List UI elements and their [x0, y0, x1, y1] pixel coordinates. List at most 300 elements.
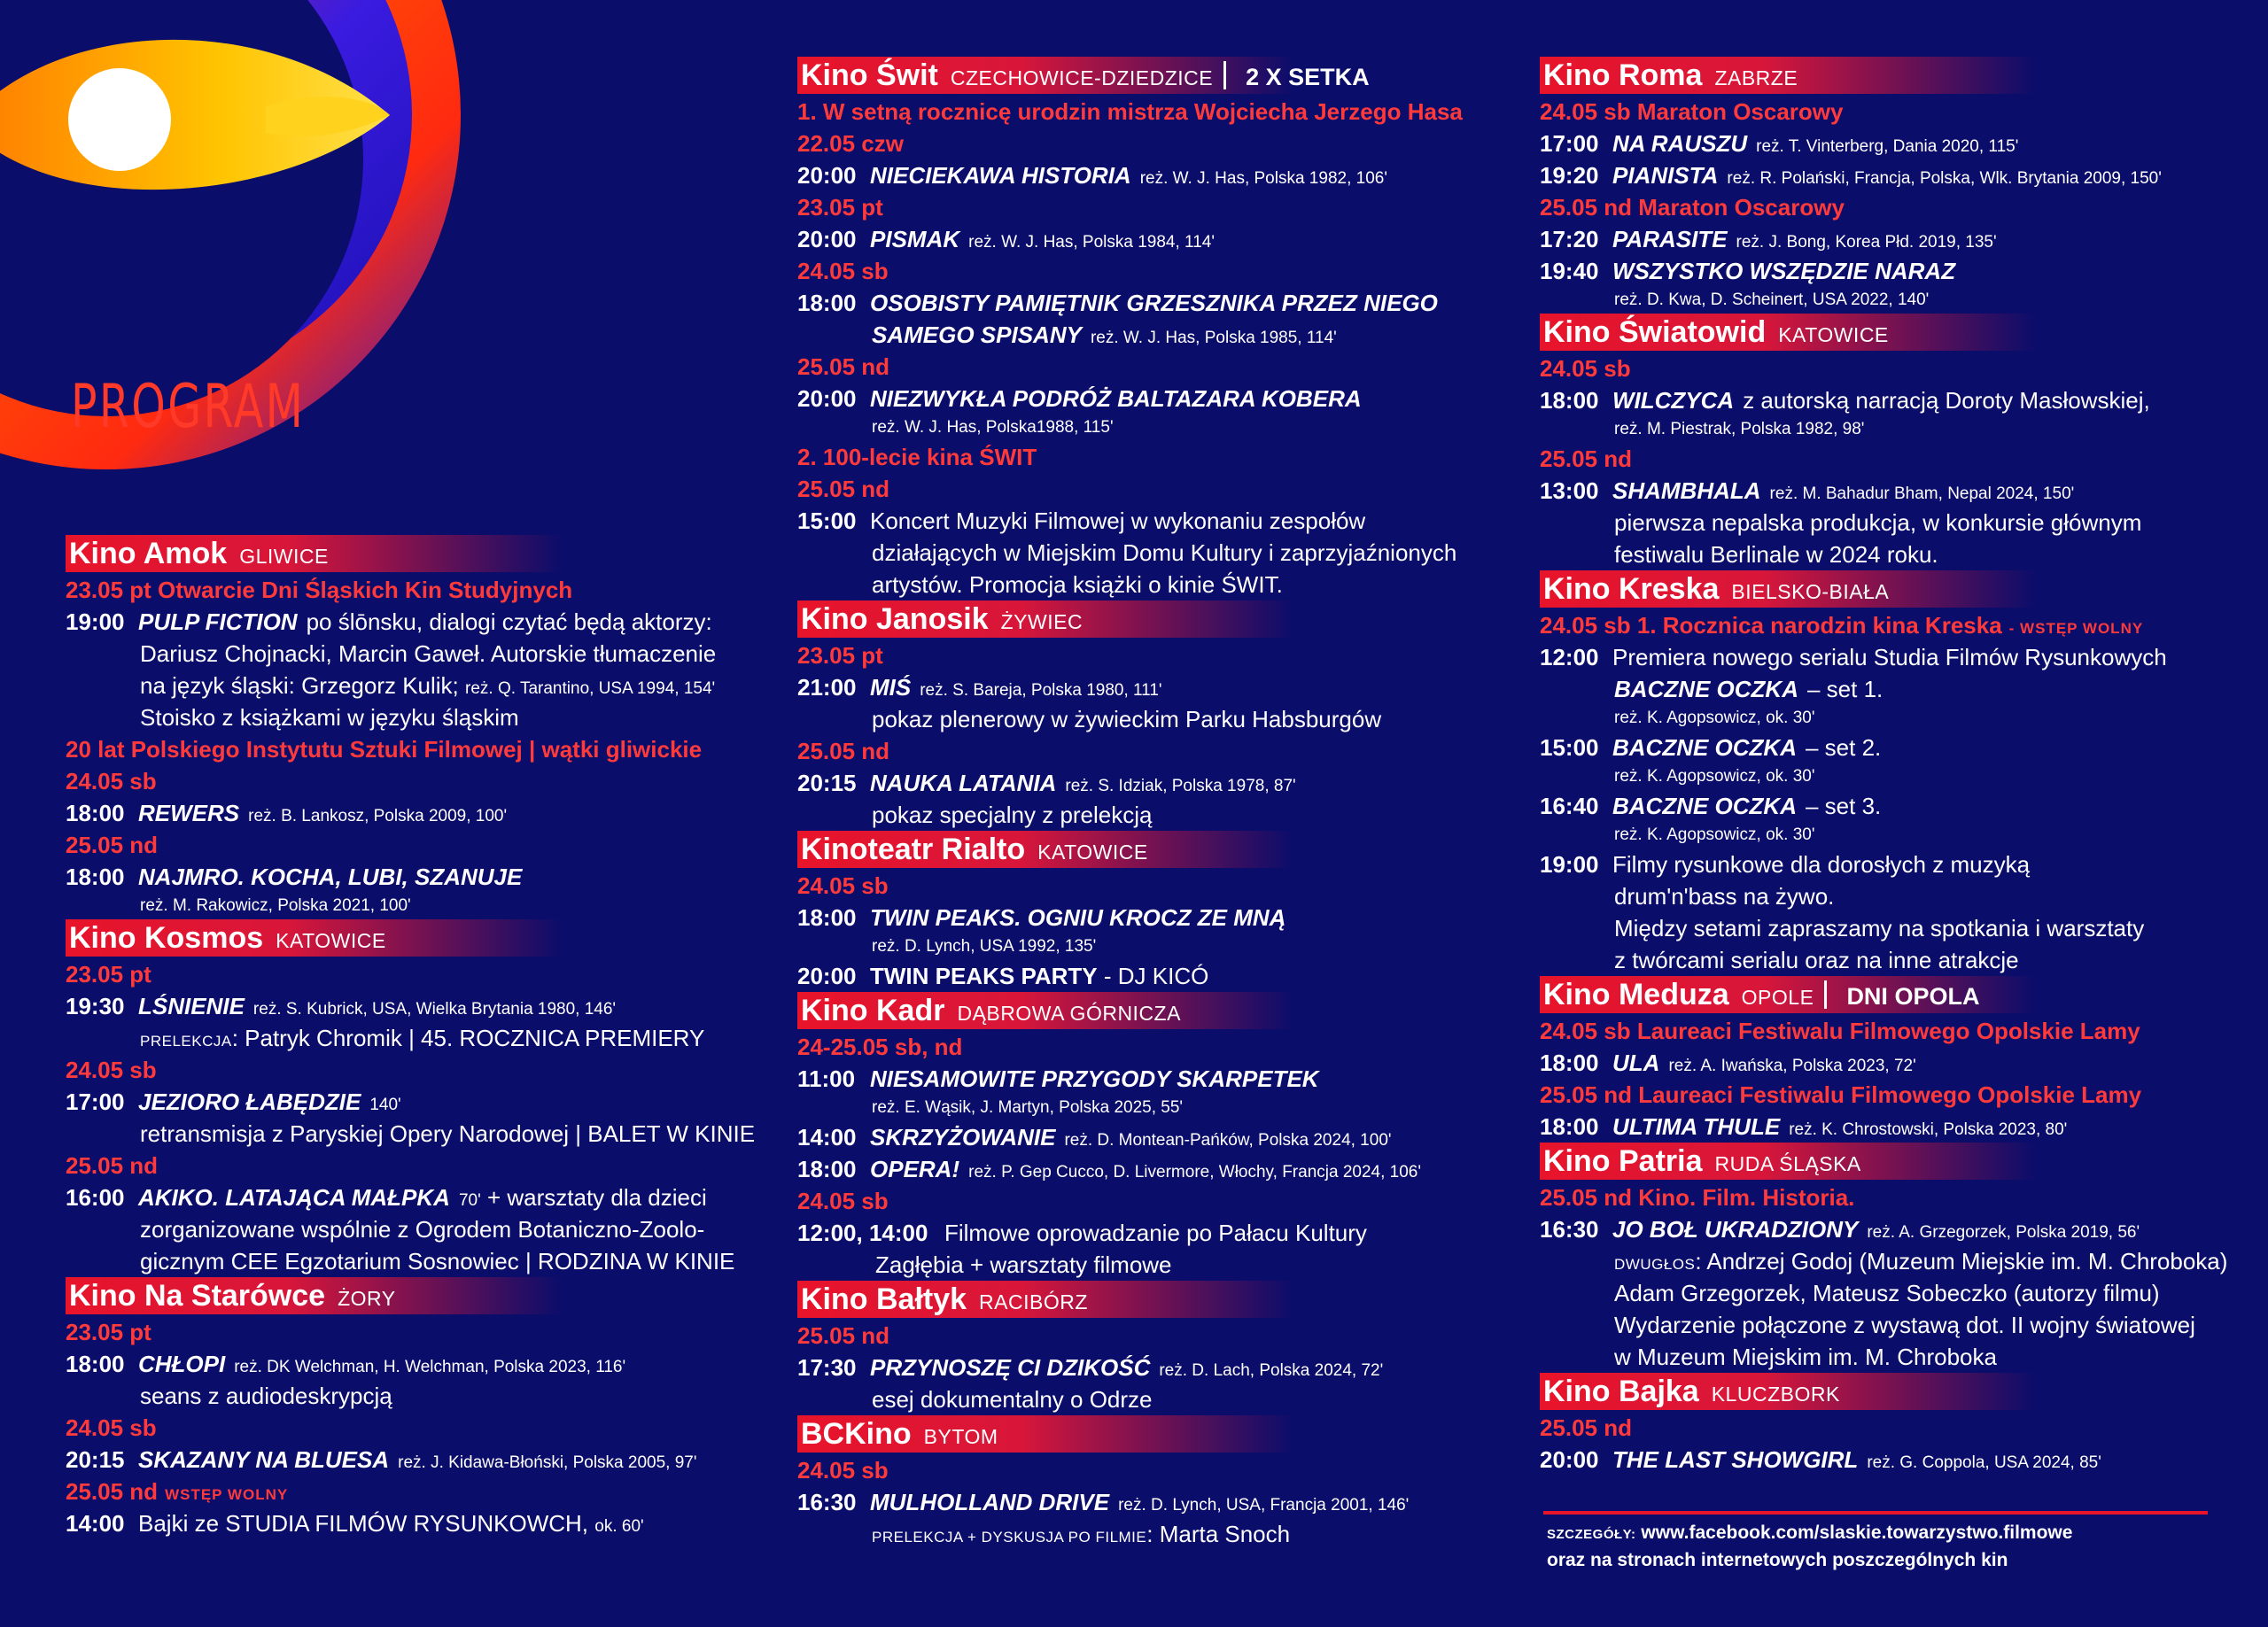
- event-heading: 23.05 pt Otwarcie Dni Śląskich Kin Studyjnych: [66, 577, 573, 603]
- screening: [1540, 1047, 2240, 1079]
- cinema-janosik: [797, 600, 1506, 831]
- credits: reż. J. Kidawa-Błoński, Polska 2005, 97': [398, 1453, 697, 1472]
- time: 13:00: [1540, 477, 1599, 504]
- screening: [797, 902, 1506, 934]
- date: 24-25.05 sb, nd: [797, 1034, 963, 1060]
- cinema-city: ŻORY: [338, 1287, 396, 1310]
- time: 16:00: [66, 1184, 125, 1211]
- time: 20:00: [797, 385, 857, 412]
- column-middle: [797, 57, 1506, 1550]
- cinema-swiatowid: [1540, 314, 2240, 570]
- credits: reż. D. Montean-Pańków, Polska 2024, 100': [1064, 1131, 1392, 1150]
- cinema-city: OPOLE: [1741, 986, 1814, 1009]
- cinema-header: [797, 831, 1293, 868]
- column-right: [1540, 57, 2240, 1476]
- date: 24.05 sb: [1540, 355, 1631, 382]
- cinema-kosmos: [66, 919, 757, 1277]
- cinema-header: [66, 1277, 562, 1314]
- free-entry-tag: - WSTĘP WOLNY: [2008, 620, 2144, 637]
- cinema-extra: 2 X SETKA: [1246, 64, 1370, 90]
- time: 16:30: [797, 1489, 857, 1515]
- event-heading: 25.05 nd Laureaci Festiwalu Filmowego Opolskie Lamy: [1540, 1081, 2142, 1108]
- note: festiwalu Berlinale w 2024 roku.: [1614, 541, 1938, 568]
- date: 23.05 pt: [797, 194, 883, 221]
- date: 24.05 sb: [66, 768, 157, 794]
- screening: [797, 767, 1506, 799]
- film-title: WILCZYCA: [1612, 387, 1735, 414]
- event-heading: 1. W setną rocznicę urodzin mistrza Wojciecha Jerzego Hasa: [797, 98, 1463, 125]
- note: pierwsza nepalska produkcja, w konkursie głównym: [1614, 509, 2142, 536]
- time: 19:40: [1540, 258, 1599, 284]
- cinema-bajka: [1540, 1373, 2240, 1476]
- cinema-header: [797, 57, 1370, 94]
- cinema-name: Kino Na Starówce: [69, 1279, 326, 1313]
- cinema-name: Kino Kreska: [1543, 572, 1720, 606]
- cinema-city: CZECHOWICE-DZIEDZICE: [950, 66, 1214, 89]
- screening: [66, 990, 757, 1022]
- screening: [1540, 848, 2240, 880]
- note: z twórcami serialu oraz na inne atrakcje: [1614, 947, 2019, 973]
- event-heading-text: 24.05 sb 1. Rocznica narodzin kina Kreska: [1540, 612, 2002, 639]
- footer-line-1: [1547, 1520, 2238, 1547]
- cinema-header: [66, 535, 562, 572]
- note-text: – set 1.: [1807, 676, 1884, 702]
- screening: [797, 671, 1506, 703]
- screening-cont: [797, 319, 1506, 351]
- date: 23.05 pt: [797, 642, 883, 669]
- note: [797, 1518, 1506, 1550]
- time: 18:00: [66, 1351, 125, 1377]
- program-title: PROGRAM: [71, 372, 306, 442]
- cinema-header: [797, 992, 1293, 1029]
- time: 18:00: [1540, 1113, 1599, 1140]
- credits: reż. W. J. Has, Polska 1982, 106': [1139, 169, 1387, 188]
- cinema-header: [1540, 1373, 2036, 1410]
- cinema-name: Kino Bajka: [1543, 1375, 1699, 1408]
- cinema-bckino: [797, 1415, 1506, 1550]
- cinema-name: Kinoteatr Rialto: [801, 833, 1026, 866]
- event-heading: [1540, 609, 2240, 641]
- time: 11:00: [797, 1065, 856, 1092]
- credits: reż. R. Polański, Francja, Polska, Wlk. Brytania 2009, 150': [1727, 169, 2162, 188]
- note: seans z audiodeskrypcją: [140, 1383, 392, 1409]
- cinema-city: ZABRZE: [1714, 66, 1798, 89]
- date: 23.05 pt: [66, 961, 151, 988]
- film-title: JEZIORO ŁABĘDZIE: [138, 1089, 361, 1115]
- date: [66, 1476, 757, 1507]
- screening: [797, 1063, 1506, 1095]
- note-label: PRELEKCJA: [140, 1033, 232, 1050]
- cinema-amok: [66, 535, 757, 919]
- screening: [1540, 255, 2240, 287]
- credits: reż. S. Idziak, Polska 1978, 87': [1065, 777, 1296, 795]
- date: 25.05 nd: [1540, 445, 1633, 472]
- date: 25.05 nd: [66, 1152, 159, 1179]
- screening: [66, 1507, 757, 1539]
- film-title: NA RAUSZU: [1612, 130, 1748, 157]
- screening: [66, 1444, 757, 1476]
- cinema-city: ŻYWIEC: [1000, 610, 1084, 633]
- time: 18:00: [797, 290, 857, 316]
- time: 17:00: [1540, 130, 1599, 157]
- credits: reż. D. Lynch, USA, Francja 2001, 146': [1118, 1496, 1410, 1515]
- film-title: REWERS: [138, 800, 240, 826]
- time: 17:00: [66, 1089, 125, 1115]
- film-title: SAMEGO SPISANY: [872, 322, 1082, 348]
- credits: reż. J. Bong, Korea Płd. 2019, 135': [1736, 233, 1997, 252]
- credits: reż. A. Iwańska, Polska 2023, 72': [1668, 1057, 1916, 1075]
- time: 19:00: [1540, 851, 1599, 878]
- cinema-city: KATOWICE: [1778, 323, 1889, 346]
- screening: [797, 1352, 1506, 1383]
- date: 24.05 sb: [66, 1414, 157, 1441]
- screening: [66, 1348, 757, 1380]
- film-title: NAUKA LATANIA: [870, 770, 1057, 796]
- cinema-name: Kino Kosmos: [69, 921, 264, 955]
- screening: [66, 606, 757, 638]
- cinema-name: Kino Kadr: [801, 994, 945, 1027]
- cinema-rialto: [797, 831, 1506, 992]
- cinema-city: GLIWICE: [239, 545, 329, 568]
- screening: [1540, 790, 2240, 822]
- cinema-extra: DNI OPOLA: [1846, 983, 1980, 1010]
- credits: reż. P. Gep Cucco, D. Livermore, Włochy, Francja 2024, 106': [968, 1163, 1421, 1182]
- credits: reż. W. J. Has, Polska 1984, 114': [968, 233, 1215, 252]
- screening: [1540, 128, 2240, 159]
- credits: reż. E. Wąsik, J. Martyn, Polska 2025, 55': [872, 1098, 1184, 1117]
- note: Adam Grzegorzek, Mateusz Sobeczko (autorzy filmu): [1614, 1280, 2160, 1306]
- screening: [797, 383, 1506, 414]
- logo-pupil: [68, 68, 171, 171]
- time: 20:15: [66, 1446, 125, 1473]
- screening: [797, 1153, 1506, 1185]
- screening: [1540, 1213, 2240, 1245]
- credits: reż. B. Lankosz, Polska 2009, 100': [248, 807, 508, 825]
- event-heading: 20 lat Polskiego Instytutu Sztuki Filmowej | wątki gliwickie: [66, 736, 703, 763]
- credits: reż. T. Vinterberg, Dania 2020, 115': [1756, 137, 2019, 156]
- note: retransmisja z Paryskiej Opery Narodowej | BALET W KINIE: [140, 1120, 756, 1147]
- note-text: Bajki ze STUDIA FILMÓW RYSUNKOWCH,: [138, 1510, 589, 1537]
- note-text: Filmowe oprowadzanie po Pałacu Kultury: [944, 1220, 1367, 1246]
- credits: 140': [369, 1096, 401, 1114]
- date: 25.05 nd: [797, 738, 890, 764]
- credits: reż. W. J. Has, Polska1988, 115': [872, 418, 1114, 437]
- cinema-name: Kino Roma: [1543, 58, 1703, 92]
- footer-line-2: oraz na stronach internetowych poszczególnych kin: [1547, 1550, 2008, 1570]
- screening-cont: [1540, 673, 2240, 705]
- screening: [1540, 1444, 2240, 1476]
- time: 20:00: [1540, 1446, 1599, 1473]
- cinema-name: Kino Świt: [801, 58, 938, 92]
- film-title: BACZNE OCZKA: [1614, 676, 1798, 702]
- film-title: THE LAST SHOWGIRL: [1612, 1446, 1859, 1473]
- footer: [1547, 1520, 2238, 1573]
- event-title: TWIN PEAKS PARTY: [870, 963, 1098, 989]
- film-title: TWIN PEAKS. OGNIU KROCZ ZE MNĄ: [870, 904, 1286, 931]
- time: 12:00: [1540, 644, 1599, 670]
- date: 24.05 sb: [797, 872, 889, 899]
- date: 25.05 nd: [66, 832, 159, 858]
- film-title: NIECIEKAWA HISTORIA: [870, 162, 1131, 189]
- time: 20:00: [797, 963, 857, 989]
- note-text: z autorską narracją Doroty Masłowskiej,: [1743, 387, 2150, 414]
- note-text: – set 3.: [1806, 793, 1882, 819]
- film-title: NIEZWYKŁA PODRÓŻ BALTAZARA KOBERA: [870, 385, 1362, 412]
- note-text: na język śląski: Grzegorz Kulik;: [140, 672, 459, 699]
- screening: [797, 287, 1506, 319]
- note: artystów. Promocja książki o kinie ŚWIT.: [872, 571, 1283, 598]
- cinema-city: RACIBÓRZ: [979, 1290, 1088, 1313]
- film-title: PRZYNOSZĘ CI DZIKOŚĆ: [870, 1354, 1151, 1381]
- film-title: NAJMRO. KOCHA, LUBI, SZANUJE: [138, 864, 523, 890]
- time: 19:30: [66, 993, 125, 1019]
- cinema-patria: [1540, 1143, 2240, 1373]
- cinema-city: KATOWICE: [1037, 841, 1148, 864]
- screening: [797, 1217, 1506, 1249]
- cinema-meduza: [1540, 976, 2240, 1143]
- film-title: JO BOŁ UKRADZIONY: [1612, 1216, 1859, 1243]
- screening: [797, 159, 1506, 191]
- film-title: PARASITE: [1612, 226, 1728, 252]
- cinema-header: [66, 919, 562, 957]
- cinema-city: KLUCZBORK: [1711, 1383, 1840, 1406]
- time: 18:00: [797, 904, 857, 931]
- cinema-city: BYTOM: [923, 1425, 998, 1448]
- screening: [797, 960, 1506, 992]
- screening: [1540, 475, 2240, 507]
- note: [1540, 1245, 2240, 1277]
- screening: [1540, 732, 2240, 763]
- credits: 70': [458, 1191, 481, 1210]
- note-text: Filmy rysunkowe dla dorosłych z muzyką: [1612, 851, 2031, 878]
- cinema-header: [1540, 976, 2036, 1013]
- note: [66, 670, 757, 701]
- credits: reż. D. Kwa, D. Scheinert, USA 2022, 140': [1614, 291, 1930, 309]
- footer-label: SZCZEGÓŁY:: [1547, 1527, 1636, 1542]
- cinema-kadr: [797, 992, 1506, 1281]
- time: 18:00: [1540, 387, 1599, 414]
- free-entry-tag: WSTĘP WOLNY: [165, 1486, 289, 1503]
- footer-divider: [1543, 1511, 2208, 1515]
- film-title: BACZNE OCZKA: [1612, 734, 1797, 761]
- screening: [1540, 1111, 2240, 1143]
- time: 14:00: [797, 1124, 857, 1151]
- time: 20:15: [797, 770, 857, 796]
- note: Zagłębia + warsztaty filmowe: [875, 1251, 1172, 1278]
- film-title: SKRZYŻOWANIE: [870, 1124, 1056, 1151]
- cinema-swit: [797, 57, 1506, 600]
- credits: reż. W. J. Has, Polska 1985, 114': [1090, 329, 1337, 347]
- credits: reż. K. Agopsowicz, ok. 30': [1614, 825, 1815, 844]
- date: 25.05 nd: [797, 476, 890, 502]
- credits: reż. DK Welchman, H. Welchman, Polska 2023, 116': [234, 1358, 626, 1376]
- time: 15:00: [1540, 734, 1599, 761]
- film-title: MIŚ: [870, 674, 912, 701]
- time: 17:20: [1540, 226, 1599, 252]
- credits: reż. M. Piestrak, Polska 1982, 98': [1614, 420, 1865, 438]
- time: 12:00, 14:00: [797, 1220, 928, 1246]
- note: gicznym CEE Egzotarium Sosnowiec | RODZINA W KINIE: [140, 1248, 735, 1274]
- film-title: BACZNE OCZKA: [1612, 793, 1797, 819]
- time: 16:40: [1540, 793, 1599, 819]
- cinema-name: Kino Bałtyk: [801, 1282, 967, 1316]
- film-title: NIESAMOWITE PRZYGODY SKARPETEK: [870, 1065, 1319, 1092]
- time: 18:00: [1540, 1050, 1599, 1076]
- cinema-header: [797, 1281, 1293, 1318]
- credits: reż. K. Agopsowicz, ok. 30': [1614, 709, 1815, 727]
- cinema-city: KATOWICE: [276, 929, 386, 952]
- date: 24.05 sb: [797, 1457, 889, 1484]
- time: 18:00: [66, 864, 125, 890]
- film-title: WSZYSTKO WSZĘDZIE NARAZ: [1612, 258, 1956, 284]
- cinema-name: Kino Amok: [69, 537, 228, 570]
- credits: reż. D. Lach, Polska 2024, 72': [1159, 1361, 1384, 1380]
- film-title: ULTIMA THULE: [1612, 1113, 1781, 1140]
- note: Dariusz Chojnacki, Marcin Gaweł. Autorskie tłumaczenie: [140, 640, 717, 667]
- date: 22.05 czw: [797, 130, 904, 157]
- note-text: – set 2.: [1806, 734, 1882, 761]
- screening: [1540, 223, 2240, 255]
- screening: [1540, 641, 2240, 673]
- credits: reż. A. Grzegorzek, Polska 2019, 56': [1867, 1223, 2140, 1242]
- separator: [1824, 980, 1827, 1009]
- cinema-header: [1540, 1143, 2036, 1180]
- footer-link[interactable]: www.facebook.com/slaskie.towarzystwo.filmowe: [1641, 1522, 2073, 1543]
- date-text: 25.05 nd: [66, 1478, 159, 1505]
- note: zorganizowane wspólnie z Ogrodem Botaniczno-Zoolo-: [140, 1216, 705, 1243]
- credits: reż. M. Rakowicz, Polska 2021, 100': [140, 896, 411, 915]
- credits: reż. K. Chrostowski, Polska 2023, 80': [1789, 1120, 2068, 1139]
- credits: reż. S. Bareja, Polska 1980, 111': [920, 681, 1162, 700]
- note: pokaz specjalny z prelekcją: [872, 802, 1153, 828]
- date: 25.05 nd: [797, 1322, 890, 1349]
- note-text: : Patryk Chromik | 45. ROCZNICA PREMIERY: [231, 1025, 705, 1051]
- cinema-roma: [1540, 57, 2240, 314]
- credits: reż. D. Lynch, USA 1992, 135': [872, 937, 1097, 956]
- time: 17:30: [797, 1354, 857, 1381]
- film-title: CHŁOPI: [138, 1351, 226, 1377]
- note: w Muzeum Miejskim im. M. Chroboka: [1614, 1344, 1997, 1370]
- note: po ślōnsku, dialogi czytać będą aktorzy:: [306, 608, 712, 635]
- screening: [1540, 159, 2240, 191]
- credits: reż. K. Agopsowicz, ok. 30': [1614, 767, 1815, 786]
- time: 18:00: [66, 800, 125, 826]
- time: 15:00: [797, 507, 857, 534]
- film-title: PULP FICTION: [138, 608, 298, 635]
- credits: reż. S. Kubrick, USA, Wielka Brytania 1980, 146': [252, 1000, 617, 1019]
- credits: reż. Q. Tarantino, USA 1994, 154': [465, 679, 716, 698]
- note-label: DWUGŁOS: [1614, 1256, 1696, 1273]
- film-title: PIANISTA: [1612, 162, 1719, 189]
- time: 20:00: [797, 226, 857, 252]
- cinema-header: [1540, 570, 2036, 608]
- screening: [797, 1121, 1506, 1153]
- screening: [66, 1182, 757, 1213]
- column-left: [66, 535, 757, 1539]
- cinema-city: RUDA ŚLĄSKA: [1714, 1152, 1861, 1175]
- note: Stoisko z książkami w języku śląskim: [140, 704, 519, 731]
- cinema-name: Kino Patria: [1543, 1144, 1703, 1178]
- time: 19:20: [1540, 162, 1599, 189]
- screening: [66, 861, 757, 893]
- cinema-name: Kino Janosik: [801, 602, 989, 636]
- date: 24.05 sb: [66, 1057, 157, 1083]
- note: [66, 1022, 757, 1054]
- film-title: LŚNIENIE: [138, 993, 245, 1019]
- film-title: ULA: [1612, 1050, 1660, 1076]
- time: 19:00: [66, 608, 125, 635]
- credits: reż. G. Coppola, USA 2024, 85': [1867, 1453, 2101, 1472]
- note: działających w Miejskim Domu Kultury i zaprzyjaźnionych: [872, 539, 1457, 566]
- film-title: SKAZANY NA BLUESA: [138, 1446, 390, 1473]
- cinema-na-starowce: [66, 1277, 757, 1539]
- event-heading: 24.05 sb Maraton Oscarowy: [1540, 98, 1844, 125]
- cinema-city: BIELSKO-BIAŁA: [1731, 580, 1890, 603]
- cinema-kreska: [1540, 570, 2240, 976]
- cinema-header: [797, 600, 1293, 638]
- event-heading: 25.05 nd Maraton Oscarowy: [1540, 194, 1845, 221]
- note-text: : Andrzej Godoj (Muzeum Miejskie im. M. Chroboka): [1695, 1248, 2228, 1274]
- cinema-name: Kino Światowid: [1543, 315, 1767, 349]
- note-text: Koncert Muzyki Filmowej w wykonaniu zespołów: [870, 507, 1366, 534]
- note-text: + warsztaty dla dzieci: [486, 1184, 707, 1211]
- note-label: PRELEKCJA + DYSKUSJA PO FILMIE: [872, 1529, 1147, 1546]
- cinema-baltyk: [797, 1281, 1506, 1415]
- screening: [66, 1086, 757, 1118]
- note-text: - DJ KICÓ: [1103, 963, 1209, 989]
- time: 18:00: [797, 1156, 857, 1182]
- film-title: PISMAK: [870, 226, 960, 252]
- film-title: OSOBISTY PAMIĘTNIK GRZESZNIKA PRZEZ NIEGO: [870, 290, 1438, 316]
- event-heading: 25.05 nd Kino. Film. Historia.: [1540, 1184, 1855, 1211]
- separator: [1223, 61, 1226, 89]
- credits: ok. 60': [594, 1517, 644, 1536]
- film-title: OPERA!: [870, 1156, 960, 1182]
- note: Wydarzenie połączone z wystawą dot. II wojny światowej: [1614, 1312, 2195, 1338]
- note: drum'n'bass na żywo.: [1614, 883, 1835, 910]
- note: esej dokumentalny o Odrze: [872, 1386, 1153, 1413]
- date: 23.05 pt: [66, 1319, 151, 1345]
- date: 25.05 nd: [797, 353, 890, 380]
- note-text: Premiera nowego serialu Studia Filmów Rysunkowych: [1612, 644, 2167, 670]
- time: 16:30: [1540, 1216, 1599, 1243]
- note: Między setami zapraszamy na spotkania i warsztaty: [1614, 915, 2145, 941]
- cinema-name: Kino Meduza: [1543, 978, 1729, 1011]
- event-heading: 24.05 sb Laureaci Festiwalu Filmowego Opolskie Lamy: [1540, 1018, 2140, 1044]
- date: 24.05 sb: [797, 258, 889, 284]
- date: 24.05 sb: [797, 1188, 889, 1214]
- note: pokaz plenerowy w żywieckim Parku Habsburgów: [872, 706, 1382, 732]
- cinema-city: DĄBROWA GÓRNICZA: [957, 1002, 1181, 1025]
- time: 14:00: [66, 1510, 125, 1537]
- cinema-header: [1540, 314, 2036, 351]
- time: 21:00: [797, 674, 857, 701]
- cinema-header: [1540, 57, 2036, 94]
- cinema-header: [797, 1415, 1293, 1453]
- cinema-name: BCKino: [801, 1417, 912, 1451]
- screening: [66, 797, 757, 829]
- film-title: AKIKO. LATAJĄCA MAŁPKA: [138, 1184, 450, 1211]
- event-heading: 2. 100-lecie kina ŚWIT: [797, 444, 1037, 470]
- date: 25.05 nd: [1540, 1414, 1633, 1441]
- screening: [1540, 384, 2240, 416]
- film-title: MULHOLLAND DRIVE: [870, 1489, 1110, 1515]
- note-text: : Marta Snoch: [1146, 1521, 1291, 1547]
- film-title: SHAMBHALA: [1612, 477, 1761, 504]
- screening: [797, 1486, 1506, 1518]
- time: 20:00: [797, 162, 857, 189]
- credits: reż. M. Bahadur Bham, Nepal 2024, 150': [1769, 484, 2075, 503]
